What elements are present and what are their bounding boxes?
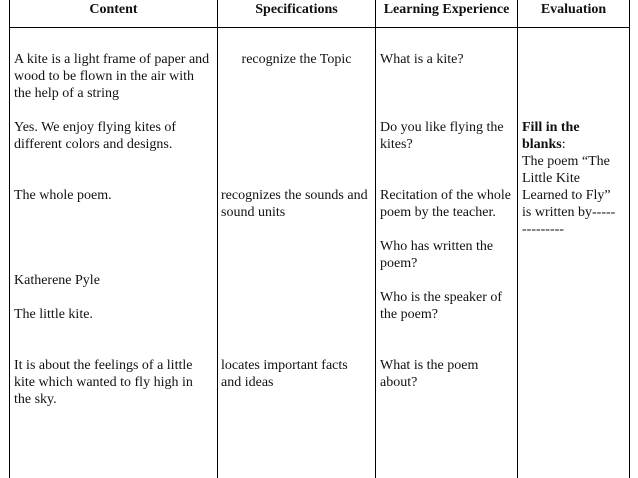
text-line: What is the poem <box>380 358 479 373</box>
text-line: kite which wanted to fly high in <box>14 375 193 390</box>
table-border-left <box>9 0 10 478</box>
text-line: sound units <box>221 205 286 220</box>
text-line: What is a kite? <box>380 52 464 67</box>
text-line: The little kite. <box>14 307 93 322</box>
text-line: It is about the feelings of a little <box>14 358 193 373</box>
text-line: locates important facts <box>221 358 348 373</box>
spec-cell-topic <box>218 51 375 68</box>
text-line: Do you like flying the <box>380 120 504 135</box>
colon-text: : <box>561 137 566 152</box>
text-line: wood to be flown in the air with <box>14 69 195 84</box>
evaluation-cell-fill-blanks <box>522 119 615 238</box>
content-cell-poem-about <box>14 357 193 408</box>
content-cell-speaker <box>14 306 93 323</box>
learning-cell-what-is-kite <box>380 51 464 68</box>
learning-cell-speaker <box>380 289 502 323</box>
content-cell-author <box>14 272 100 289</box>
text-line: A kite is a light frame of paper and <box>14 52 210 67</box>
learning-cell-recitation <box>380 187 511 221</box>
text-line: the sky. <box>14 392 57 407</box>
text-line: The poem “The <box>522 154 610 169</box>
table-border-right <box>629 0 630 478</box>
header-specifications: Specifications <box>255 2 338 17</box>
text-line: Fill in the <box>522 120 580 135</box>
text-line: --------- <box>522 222 564 237</box>
text-line: recognizes the sounds and <box>221 188 368 203</box>
header-evaluation: Evaluation <box>540 2 607 17</box>
learning-cell-poem-about <box>380 357 478 391</box>
text-line: Katherene Pyle <box>14 273 100 288</box>
header-content: Content <box>89 2 138 17</box>
learning-cell-like-flying <box>380 119 504 153</box>
text-line: kites? <box>380 137 413 152</box>
column-divider-2 <box>375 0 376 478</box>
text-line: Yes. We enjoy flying kites of <box>14 120 177 135</box>
header-learning-experience: Learning Experience <box>383 2 510 17</box>
spec-cell-sounds <box>221 187 368 221</box>
bold-text: blanks <box>522 137 562 152</box>
text-line: about? <box>380 375 418 390</box>
text-line: Who is the speaker of <box>380 290 503 305</box>
text-line: poem by the teacher. <box>380 205 496 220</box>
text-line: is written by----- <box>522 205 616 220</box>
text-line: different colors and designs. <box>14 137 173 152</box>
text-line: Little Kite <box>522 171 580 186</box>
text-line: the help of a string <box>14 86 119 101</box>
text-line: Learned to Fly” <box>522 188 611 203</box>
text-line <box>522 136 615 153</box>
learning-cell-who-wrote <box>380 238 493 272</box>
content-cell-whole-poem <box>14 187 112 204</box>
text-line: poem? <box>380 256 418 271</box>
column-divider-3 <box>517 0 518 478</box>
text-line: recognize the Topic <box>241 52 352 67</box>
header-bottom-border <box>9 27 629 28</box>
text-line: and ideas <box>221 375 274 390</box>
text-line: Who has written the <box>380 239 494 254</box>
text-line: Recitation of the whole <box>380 188 512 203</box>
text-line: the poem? <box>380 307 438 322</box>
content-cell-kite-definition <box>14 51 209 102</box>
spec-cell-facts <box>221 357 348 391</box>
content-cell-enjoy-kites <box>14 119 176 153</box>
column-divider-1 <box>217 0 218 478</box>
text-line: The whole poem. <box>14 188 112 203</box>
